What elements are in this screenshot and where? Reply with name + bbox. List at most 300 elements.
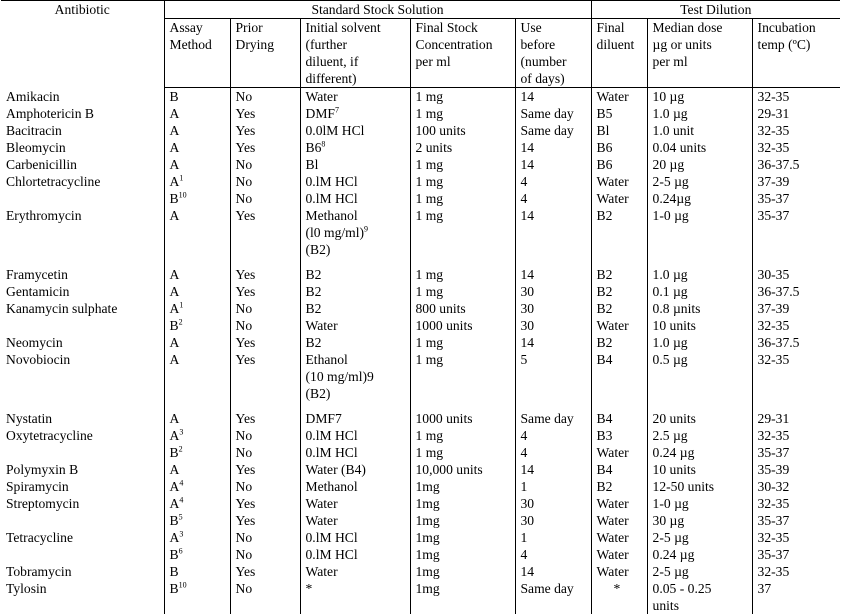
cell-final-stock: 1 mg — [410, 88, 515, 106]
cell-use-before: 4 — [515, 444, 591, 461]
cell-assay-method — [164, 512, 230, 529]
cell-antibiotic: Amphotericin B — [1, 105, 164, 122]
solvent-line — [306, 495, 410, 512]
cell-incubation: 32-35 — [752, 122, 840, 139]
dose-line: 0.1 µg — [653, 283, 752, 300]
cell-initial-solvent — [300, 207, 410, 258]
spacer-cell — [164, 402, 230, 410]
table-row — [1, 351, 840, 402]
cell-incubation: 32-35 — [752, 88, 840, 106]
cell-median-dose — [647, 88, 752, 106]
cell-initial-solvent — [300, 546, 410, 563]
solvent-text: DMF — [306, 106, 335, 121]
footnote-marker: 3 — [179, 427, 183, 436]
header-initial-solvent — [300, 19, 410, 88]
solvent-line — [306, 122, 410, 139]
cell-use-before: 4 — [515, 190, 591, 207]
assay-method-value: A — [170, 267, 180, 282]
assay-method-value: A — [170, 140, 180, 155]
solvent-line — [306, 105, 410, 122]
solvent-text: 0.lM HCl — [306, 530, 358, 545]
table-row — [1, 207, 840, 258]
cell-median-dose — [647, 478, 752, 495]
cell-final-diluent: B2 — [591, 207, 647, 258]
cell-incubation: 29-31 — [752, 105, 840, 122]
cell-final-stock: 1mg — [410, 495, 515, 512]
dose-line: 20 µg — [653, 156, 752, 173]
cell-initial-solvent — [300, 105, 410, 122]
cell-final-diluent: B3 — [591, 427, 647, 444]
cell-final-stock: 2 units — [410, 139, 515, 156]
cell-antibiotic: Bleomycin — [1, 139, 164, 156]
use-before-line: before — [521, 36, 591, 53]
cell-initial-solvent — [300, 478, 410, 495]
dose-line: 0.5 µg — [653, 351, 752, 368]
assay-method-value: A — [170, 411, 180, 426]
cell-initial-solvent — [300, 444, 410, 461]
solvent-line — [306, 546, 410, 563]
header-incubation — [752, 19, 840, 88]
cell-prior-drying: Yes — [230, 461, 300, 478]
dose-line: 10 µg — [653, 88, 752, 105]
cell-final-diluent: Water — [591, 444, 647, 461]
solvent-line — [306, 444, 410, 461]
solvent-line — [306, 173, 410, 190]
prior-drying-line: Prior — [236, 19, 300, 36]
cell-prior-drying: Yes — [230, 334, 300, 351]
cell-final-stock: 1 mg — [410, 283, 515, 300]
dose-line: 2-5 µg — [653, 563, 752, 580]
table-row — [1, 512, 840, 529]
table-row — [1, 283, 840, 300]
solvent-line — [306, 88, 410, 105]
solvent-text: Water — [306, 89, 338, 104]
cell-assay-method — [164, 444, 230, 461]
cell-initial-solvent — [300, 139, 410, 156]
cell-initial-solvent — [300, 300, 410, 317]
table-row — [1, 478, 840, 495]
cell-use-before: 14 — [515, 563, 591, 580]
cell-antibiotic — [1, 546, 164, 563]
dose-line: 1.0 µg — [653, 334, 752, 351]
cell-final-stock: 1 mg — [410, 444, 515, 461]
cell-final-diluent: B2 — [591, 478, 647, 495]
cell-median-dose — [647, 266, 752, 283]
cell-prior-drying: No — [230, 478, 300, 495]
cell-final-stock: 800 units — [410, 300, 515, 317]
cell-final-diluent: Water — [591, 190, 647, 207]
cell-use-before: 4 — [515, 546, 591, 563]
solvent-line — [306, 563, 410, 580]
solvent-text: Methanol — [306, 208, 358, 223]
cell-prior-drying: Yes — [230, 207, 300, 258]
dose-line: 2.5 µg — [653, 427, 752, 444]
spacer-cell — [647, 402, 752, 410]
assay-method-value: A — [170, 174, 180, 189]
cell-use-before: 30 — [515, 495, 591, 512]
assay-method-value: A — [170, 301, 180, 316]
spacer-cell — [515, 258, 591, 266]
cell-prior-drying: Yes — [230, 122, 300, 139]
cell-final-stock: 1000 units — [410, 410, 515, 427]
cell-final-diluent: B2 — [591, 266, 647, 283]
footnote-marker: 5 — [179, 512, 183, 521]
cell-prior-drying: Yes — [230, 563, 300, 580]
cell-final-stock: 1 mg — [410, 207, 515, 258]
cell-use-before: 14 — [515, 207, 591, 258]
cell-median-dose — [647, 207, 752, 258]
solvent-line — [306, 300, 410, 317]
cell-prior-drying: Yes — [230, 283, 300, 300]
footnote-marker: 2 — [179, 444, 183, 453]
cell-prior-drying: No — [230, 444, 300, 461]
row-spacer — [1, 258, 840, 266]
table-row — [1, 546, 840, 563]
assay-method-value: B — [170, 318, 179, 333]
table-row — [1, 444, 840, 461]
assay-method-value: A — [170, 462, 180, 477]
table-row — [1, 190, 840, 207]
cell-initial-solvent — [300, 190, 410, 207]
solvent-line — [306, 334, 410, 351]
dose-line: 0.05 - 0.25 — [653, 580, 752, 597]
cell-initial-solvent — [300, 266, 410, 283]
cell-antibiotic: Spiramycin — [1, 478, 164, 495]
cell-use-before: Same day — [515, 410, 591, 427]
cell-prior-drying: No — [230, 156, 300, 173]
spacer-cell — [515, 402, 591, 410]
solvent-text: 0.lM HCl — [306, 445, 358, 460]
assay-method-value: A — [170, 352, 180, 367]
cell-final-stock: 1 mg — [410, 105, 515, 122]
footnote-marker: 7 — [335, 105, 339, 114]
solvent-line — [306, 461, 410, 478]
cell-incubation: 32-35 — [752, 427, 840, 444]
cell-incubation: 37-39 — [752, 173, 840, 190]
table-row — [1, 410, 840, 427]
median-dose-line: per ml — [653, 53, 752, 70]
cell-use-before: 1 — [515, 529, 591, 546]
cell-median-dose — [647, 427, 752, 444]
cell-initial-solvent — [300, 351, 410, 402]
solvent-line — [306, 190, 410, 207]
dose-line: units — [653, 597, 752, 614]
cell-initial-solvent — [300, 563, 410, 580]
cell-assay-method — [164, 546, 230, 563]
solvent-line — [306, 368, 410, 385]
header-antibiotic: Antibiotic — [1, 1, 164, 88]
solvent-text: B2 — [306, 267, 322, 282]
use-before-line: of days) — [521, 70, 591, 87]
cell-use-before: 4 — [515, 427, 591, 444]
cell-initial-solvent — [300, 461, 410, 478]
solvent-line — [306, 241, 410, 258]
cell-antibiotic: Neomycin — [1, 334, 164, 351]
cell-final-stock: 1 mg — [410, 427, 515, 444]
final-stock-line: per ml — [416, 53, 515, 70]
cell-antibiotic: Chlortetracycline — [1, 173, 164, 190]
cell-initial-solvent — [300, 580, 410, 614]
cell-antibiotic: Tylosin — [1, 580, 164, 614]
cell-median-dose — [647, 334, 752, 351]
cell-median-dose — [647, 410, 752, 427]
cell-assay-method — [164, 334, 230, 351]
solvent-text: B2 — [306, 335, 322, 350]
cell-final-stock: 1mg — [410, 512, 515, 529]
table-row — [1, 173, 840, 190]
spacer-cell — [591, 258, 647, 266]
table-row — [1, 495, 840, 512]
assay-method-line: Method — [170, 36, 230, 53]
cell-use-before: 30 — [515, 300, 591, 317]
cell-antibiotic: Gentamicin — [1, 283, 164, 300]
assay-method-value: A — [170, 123, 180, 138]
cell-final-diluent: Water — [591, 512, 647, 529]
cell-prior-drying: No — [230, 88, 300, 106]
cell-final-diluent: Water — [591, 546, 647, 563]
cell-final-stock: 1 mg — [410, 173, 515, 190]
solvent-text: (B2) — [306, 242, 331, 257]
cell-incubation: 32-35 — [752, 317, 840, 334]
solvent-text: DMF7 — [306, 411, 342, 426]
table-row — [1, 139, 840, 156]
cell-final-stock: 1 mg — [410, 334, 515, 351]
table-row — [1, 461, 840, 478]
spacer-cell — [647, 258, 752, 266]
cell-use-before: Same day — [515, 122, 591, 139]
solvent-line — [306, 156, 410, 173]
table-row — [1, 529, 840, 546]
cell-final-diluent: Water — [591, 495, 647, 512]
solvent-line — [306, 207, 410, 224]
solvent-text: Bl — [306, 157, 319, 172]
header-prior-drying — [230, 19, 300, 88]
dose-line: 1-0 µg — [653, 495, 752, 512]
cell-antibiotic: Amikacin — [1, 88, 164, 106]
cell-final-stock: 1 mg — [410, 156, 515, 173]
footnote-marker: 1 — [179, 173, 183, 182]
dose-line: 0.04 units — [653, 139, 752, 156]
solvent-text: B2 — [306, 284, 322, 299]
solvent-text: 0.lM HCl — [306, 428, 358, 443]
final-diluent-line: diluent — [597, 36, 647, 53]
table-row — [1, 334, 840, 351]
cell-incubation: 30-35 — [752, 266, 840, 283]
cell-antibiotic: Streptomycin — [1, 495, 164, 512]
dose-line: 1-0 µg — [653, 207, 752, 224]
cell-use-before: Same day — [515, 580, 591, 614]
cell-final-stock: 1mg — [410, 580, 515, 614]
cell-initial-solvent — [300, 410, 410, 427]
cell-final-diluent: Water — [591, 317, 647, 334]
solvent-line — [306, 478, 410, 495]
footnote-marker: 2 — [179, 317, 183, 326]
cell-median-dose — [647, 529, 752, 546]
cell-prior-drying: Yes — [230, 139, 300, 156]
dose-line: 20 units — [653, 410, 752, 427]
cell-final-stock: 10,000 units — [410, 461, 515, 478]
cell-prior-drying: Yes — [230, 266, 300, 283]
cell-antibiotic — [1, 190, 164, 207]
cell-use-before: 14 — [515, 156, 591, 173]
table-row — [1, 105, 840, 122]
cell-assay-method — [164, 283, 230, 300]
cell-assay-method — [164, 427, 230, 444]
solvent-text: * — [306, 581, 313, 596]
antibiotic-assay-table — [1, 0, 840, 614]
cell-assay-method — [164, 478, 230, 495]
cell-initial-solvent — [300, 122, 410, 139]
cell-use-before: 14 — [515, 461, 591, 478]
cell-final-diluent: B4 — [591, 461, 647, 478]
cell-median-dose — [647, 105, 752, 122]
cell-initial-solvent — [300, 156, 410, 173]
assay-method-value: B — [170, 513, 179, 528]
cell-assay-method — [164, 173, 230, 190]
cell-median-dose — [647, 156, 752, 173]
cell-final-stock: 1 mg — [410, 190, 515, 207]
cell-final-stock: 1 mg — [410, 351, 515, 402]
solvent-line — [306, 139, 410, 156]
header-assay-method — [164, 19, 230, 88]
assay-method-value: A — [170, 479, 180, 494]
cell-incubation: 35-37 — [752, 546, 840, 563]
table-row — [1, 122, 840, 139]
spacer-cell — [410, 258, 515, 266]
dose-line: 0.8 µnits — [653, 300, 752, 317]
cell-incubation: 35-37 — [752, 512, 840, 529]
cell-final-stock: 100 units — [410, 122, 515, 139]
dose-line: 2-5 µg — [653, 173, 752, 190]
initial-solvent-line: different) — [306, 70, 410, 87]
spacer-cell — [1, 258, 164, 266]
solvent-line — [306, 410, 410, 427]
table-header — [1, 1, 840, 88]
solvent-text: 0.lM HCl — [306, 174, 358, 189]
cell-final-stock: 1mg — [410, 478, 515, 495]
assay-method-value: B — [170, 445, 179, 460]
cell-median-dose — [647, 139, 752, 156]
cell-use-before: 14 — [515, 334, 591, 351]
solvent-text: Methanol — [306, 479, 358, 494]
cell-final-diluent: Water — [591, 529, 647, 546]
cell-median-dose — [647, 512, 752, 529]
cell-prior-drying: No — [230, 190, 300, 207]
cell-prior-drying: Yes — [230, 105, 300, 122]
cell-incubation: 36-37.5 — [752, 156, 840, 173]
cell-prior-drying: No — [230, 427, 300, 444]
cell-antibiotic — [1, 444, 164, 461]
spacer-cell — [164, 258, 230, 266]
table-row — [1, 580, 840, 614]
cell-initial-solvent — [300, 88, 410, 106]
final-diluent-line: Final — [597, 19, 647, 36]
cell-use-before: 30 — [515, 317, 591, 334]
solvent-line — [306, 224, 410, 241]
footnote-marker: 4 — [179, 495, 183, 504]
cell-initial-solvent — [300, 283, 410, 300]
cell-antibiotic — [1, 512, 164, 529]
spacer-cell — [410, 402, 515, 410]
cell-prior-drying: Yes — [230, 410, 300, 427]
cell-assay-method — [164, 139, 230, 156]
cell-final-stock: 1 mg — [410, 266, 515, 283]
cell-assay-method — [164, 122, 230, 139]
median-dose-line: Median dose — [653, 19, 752, 36]
assay-method-value: B — [170, 89, 179, 104]
table-row — [1, 317, 840, 334]
dose-line: 30 µg — [653, 512, 752, 529]
solvent-line — [306, 283, 410, 300]
row-spacer — [1, 402, 840, 410]
table-row — [1, 156, 840, 173]
assay-method-value: A — [170, 530, 180, 545]
table-row — [1, 266, 840, 283]
cell-final-diluent: B2 — [591, 334, 647, 351]
solvent-text: (B2) — [306, 386, 331, 401]
cell-initial-solvent — [300, 427, 410, 444]
cell-final-stock: 1mg — [410, 563, 515, 580]
spacer-cell — [300, 258, 410, 266]
solvent-text: Water — [306, 513, 338, 528]
cell-median-dose — [647, 351, 752, 402]
cell-assay-method — [164, 410, 230, 427]
footnote-marker: 10 — [179, 580, 187, 589]
cell-use-before: 14 — [515, 266, 591, 283]
solvent-text: B2 — [306, 301, 322, 316]
cell-final-diluent: B2 — [591, 283, 647, 300]
cell-final-diluent: B5 — [591, 105, 647, 122]
header-final-stock — [410, 19, 515, 88]
solvent-text: B6 — [306, 140, 322, 155]
cell-final-diluent: B4 — [591, 351, 647, 402]
dose-line: 2-5 µg — [653, 529, 752, 546]
solvent-text: Water (B4) — [306, 462, 366, 477]
cell-final-diluent: Water — [591, 563, 647, 580]
cell-use-before: 5 — [515, 351, 591, 402]
initial-solvent-line: diluent, if — [306, 53, 410, 70]
cell-incubation: 36-37.5 — [752, 283, 840, 300]
solvent-text: (l0 mg/ml) — [306, 225, 365, 240]
cell-assay-method — [164, 105, 230, 122]
cell-median-dose — [647, 563, 752, 580]
cell-final-diluent: B2 — [591, 300, 647, 317]
cell-assay-method — [164, 266, 230, 283]
cell-assay-method — [164, 580, 230, 614]
cell-median-dose — [647, 190, 752, 207]
cell-antibiotic: Tetracycline — [1, 529, 164, 546]
table-row — [1, 88, 840, 106]
cell-incubation: 30-32 — [752, 478, 840, 495]
incubation-line: temp (ºC) — [758, 36, 841, 53]
dose-line: 0.24 µg — [653, 546, 752, 563]
cell-prior-drying: No — [230, 317, 300, 334]
cell-use-before: 30 — [515, 512, 591, 529]
cell-antibiotic: Framycetin — [1, 266, 164, 283]
assay-method-value: A — [170, 335, 180, 350]
cell-prior-drying: No — [230, 173, 300, 190]
dose-line: 1.0 µg — [653, 266, 752, 283]
table-row — [1, 563, 840, 580]
assay-method-value: A — [170, 496, 180, 511]
dose-line: 0.24µg — [653, 190, 752, 207]
assay-method-value: A — [170, 208, 180, 223]
table-row — [1, 427, 840, 444]
cell-prior-drying: Yes — [230, 512, 300, 529]
solvent-text: (10 mg/ml)9 — [306, 369, 374, 384]
cell-final-diluent: B6 — [591, 139, 647, 156]
cell-incubation: 32-35 — [752, 529, 840, 546]
